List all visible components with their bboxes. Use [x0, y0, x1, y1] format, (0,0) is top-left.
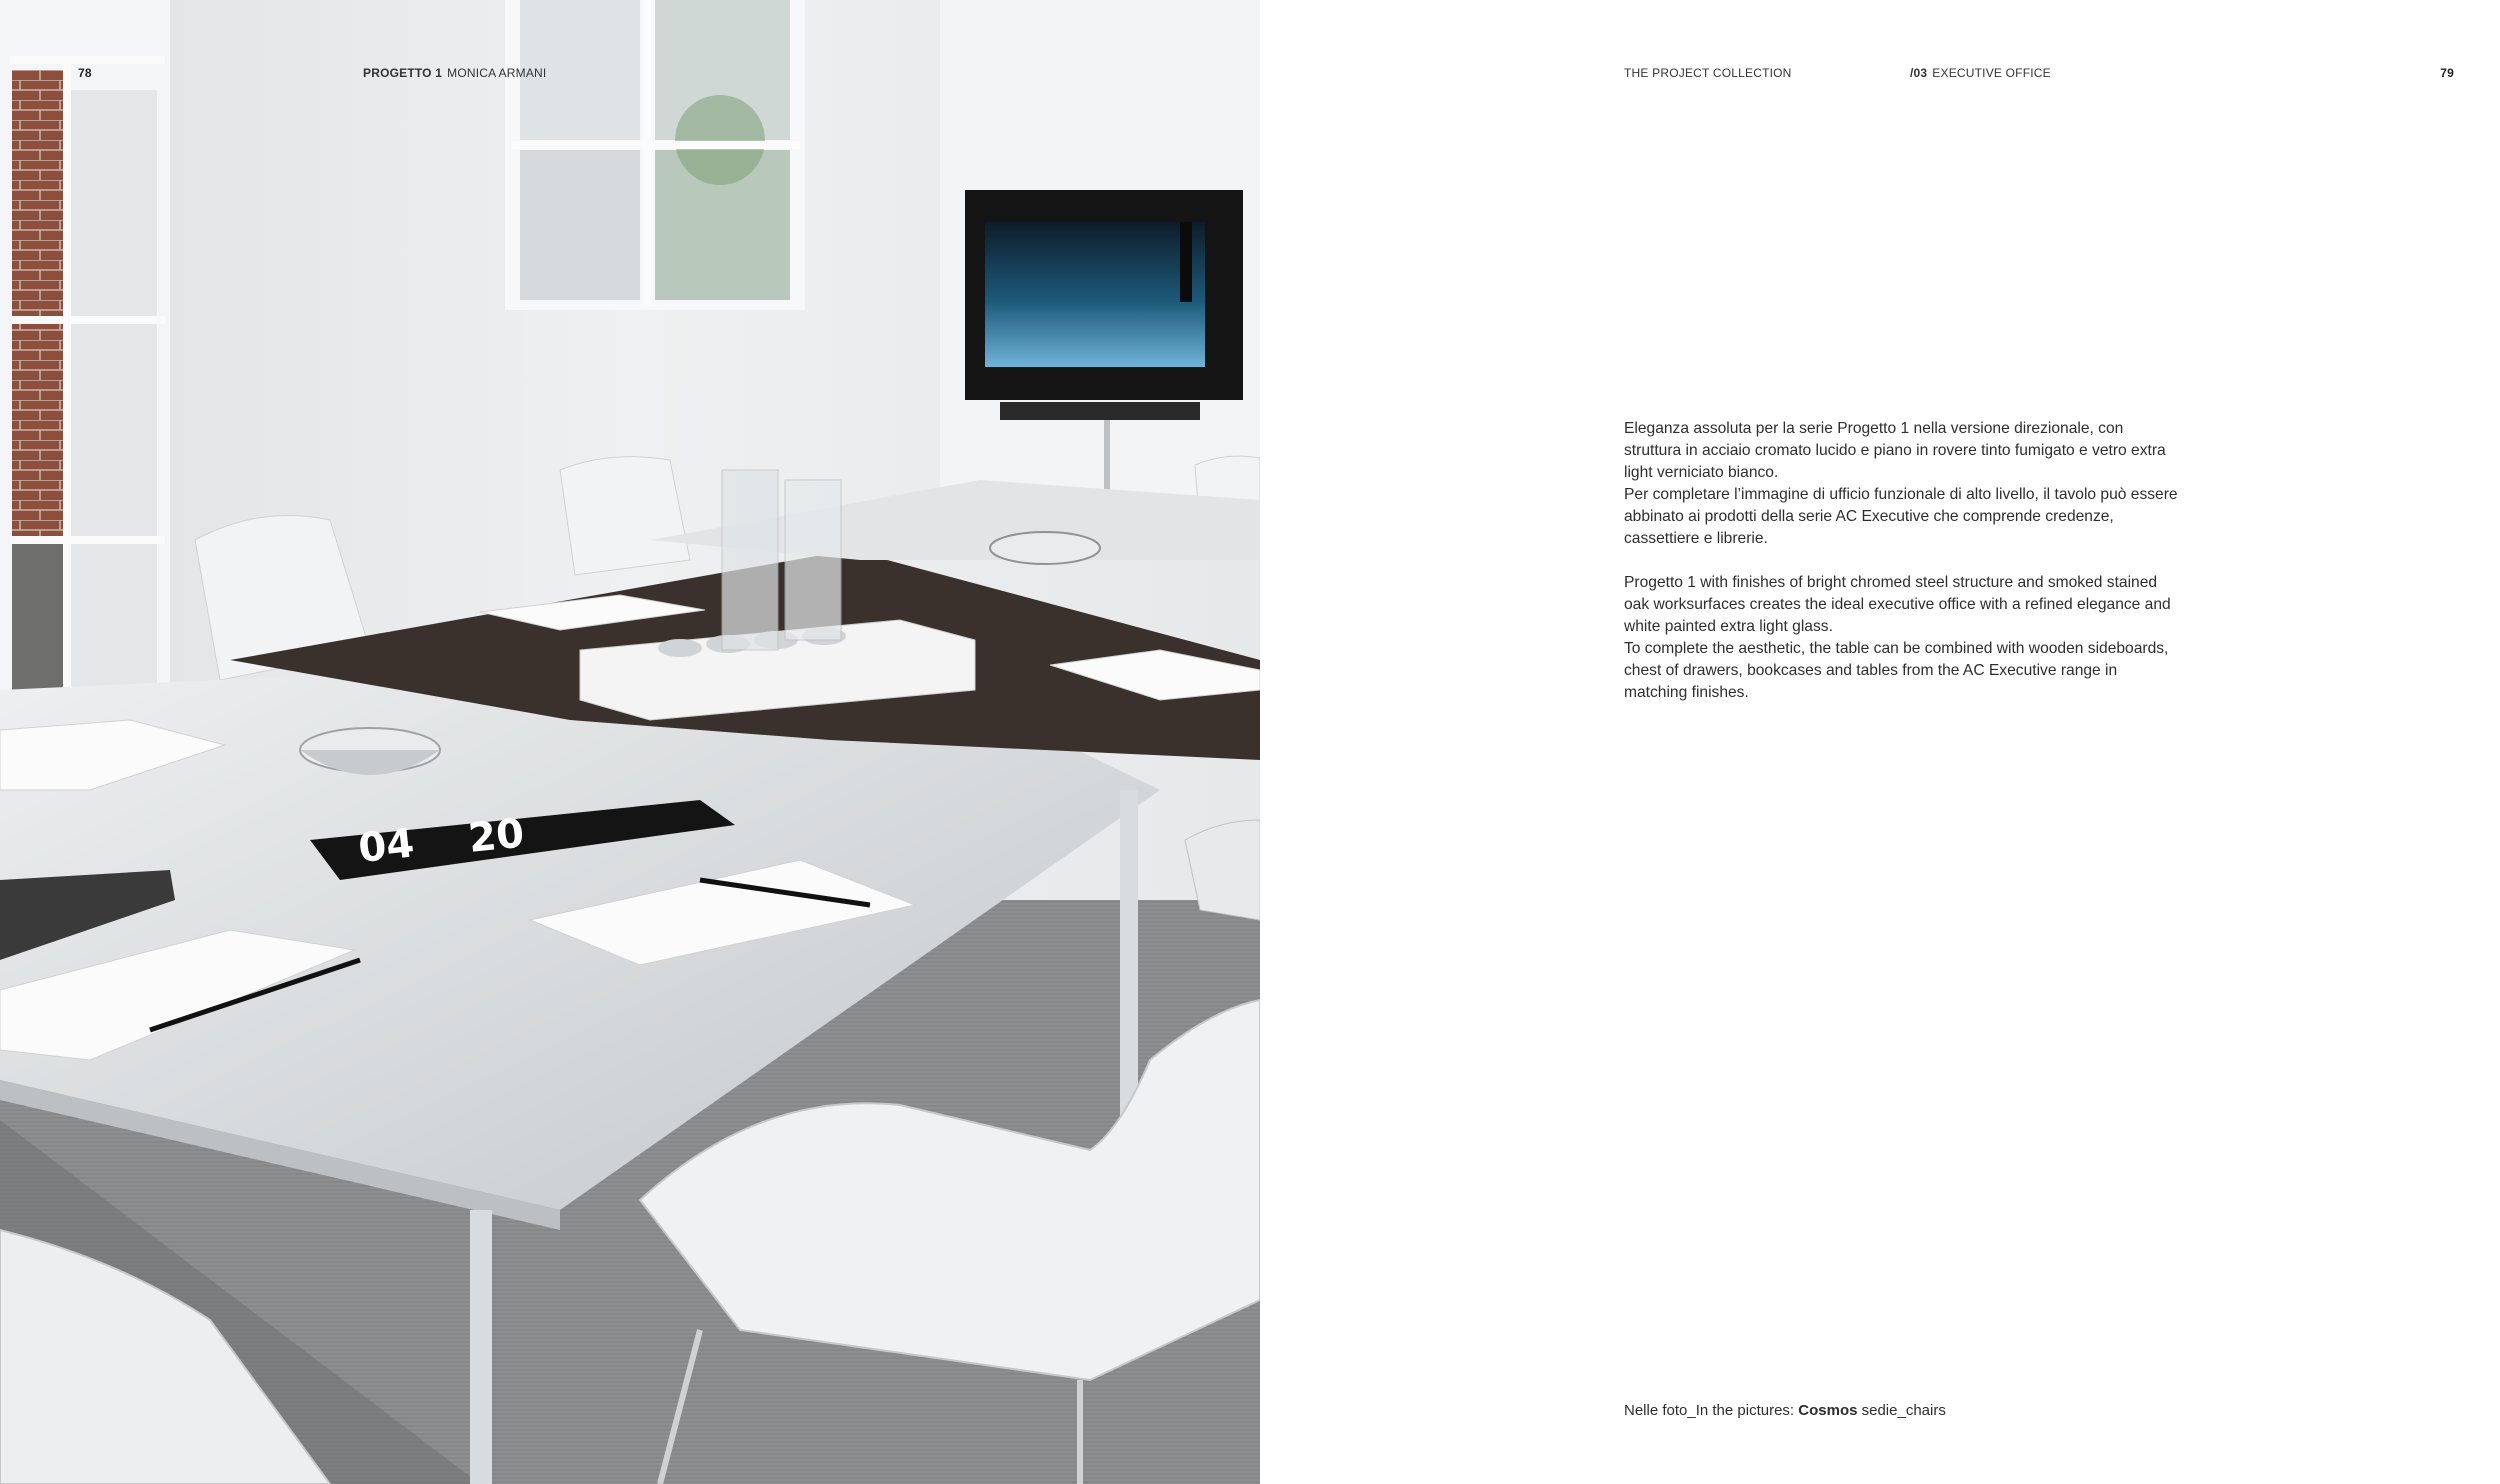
right-page-number: 79	[2440, 66, 2454, 80]
paragraph-spacer	[1624, 550, 2184, 572]
description-text	[1624, 418, 2184, 704]
section-number: /03	[1910, 66, 1928, 80]
calendar-left-digit: 04	[356, 820, 417, 872]
photo-caption	[1624, 1402, 2324, 1419]
caption-suffix: sedie_chairs	[1857, 1402, 1946, 1419]
left-page-number: 78	[78, 66, 92, 80]
collection-name-bold: PROGETTO 1	[363, 66, 443, 80]
right-page-header	[1260, 66, 2500, 86]
caption-prefix: Nelle foto_In the pictures:	[1624, 1402, 1799, 1419]
paragraph-it-1: Eleganza assoluta per la serie Progetto 1 nella versione direzionale, con struttura in acciaio cromato lucido e piano in rovere tinto fumigato e vetro extra light verniciato bianco.	[1624, 420, 2166, 481]
section-name: EXECUTIVE OFFICE	[1932, 66, 2051, 80]
left-page-header	[0, 66, 1260, 86]
left-running-title	[363, 66, 546, 80]
paragraph-en-1: Progetto 1 with finishes of bright chromed steel structure and smoked stained oak worksurfaces creates the ideal executive office with a refined elegance and white painted extra light glass.	[1624, 574, 2171, 635]
paragraph-en-2: To complete the aesthetic, the table can be combined with wooden sideboards, chest of drawers, bookcases and tables from the AC Executive range in matching finishes.	[1624, 640, 2169, 701]
caption-product: Cosmos	[1798, 1402, 1858, 1419]
collection-name: THE PROJECT COLLECTION	[1624, 66, 1792, 80]
right-page	[1260, 0, 2500, 1484]
paragraph-it-2: Per completare l’immagine di ufficio funzionale di alto livello, il tavolo può essere abbinato ai prodotti della serie AC Executive che comprende credenze, cassettiere e librerie.	[1624, 486, 2178, 547]
section-title	[1910, 66, 2051, 80]
designer-name: MONICA ARMANI	[447, 66, 547, 80]
calendar-right-digit: 20	[466, 810, 527, 862]
